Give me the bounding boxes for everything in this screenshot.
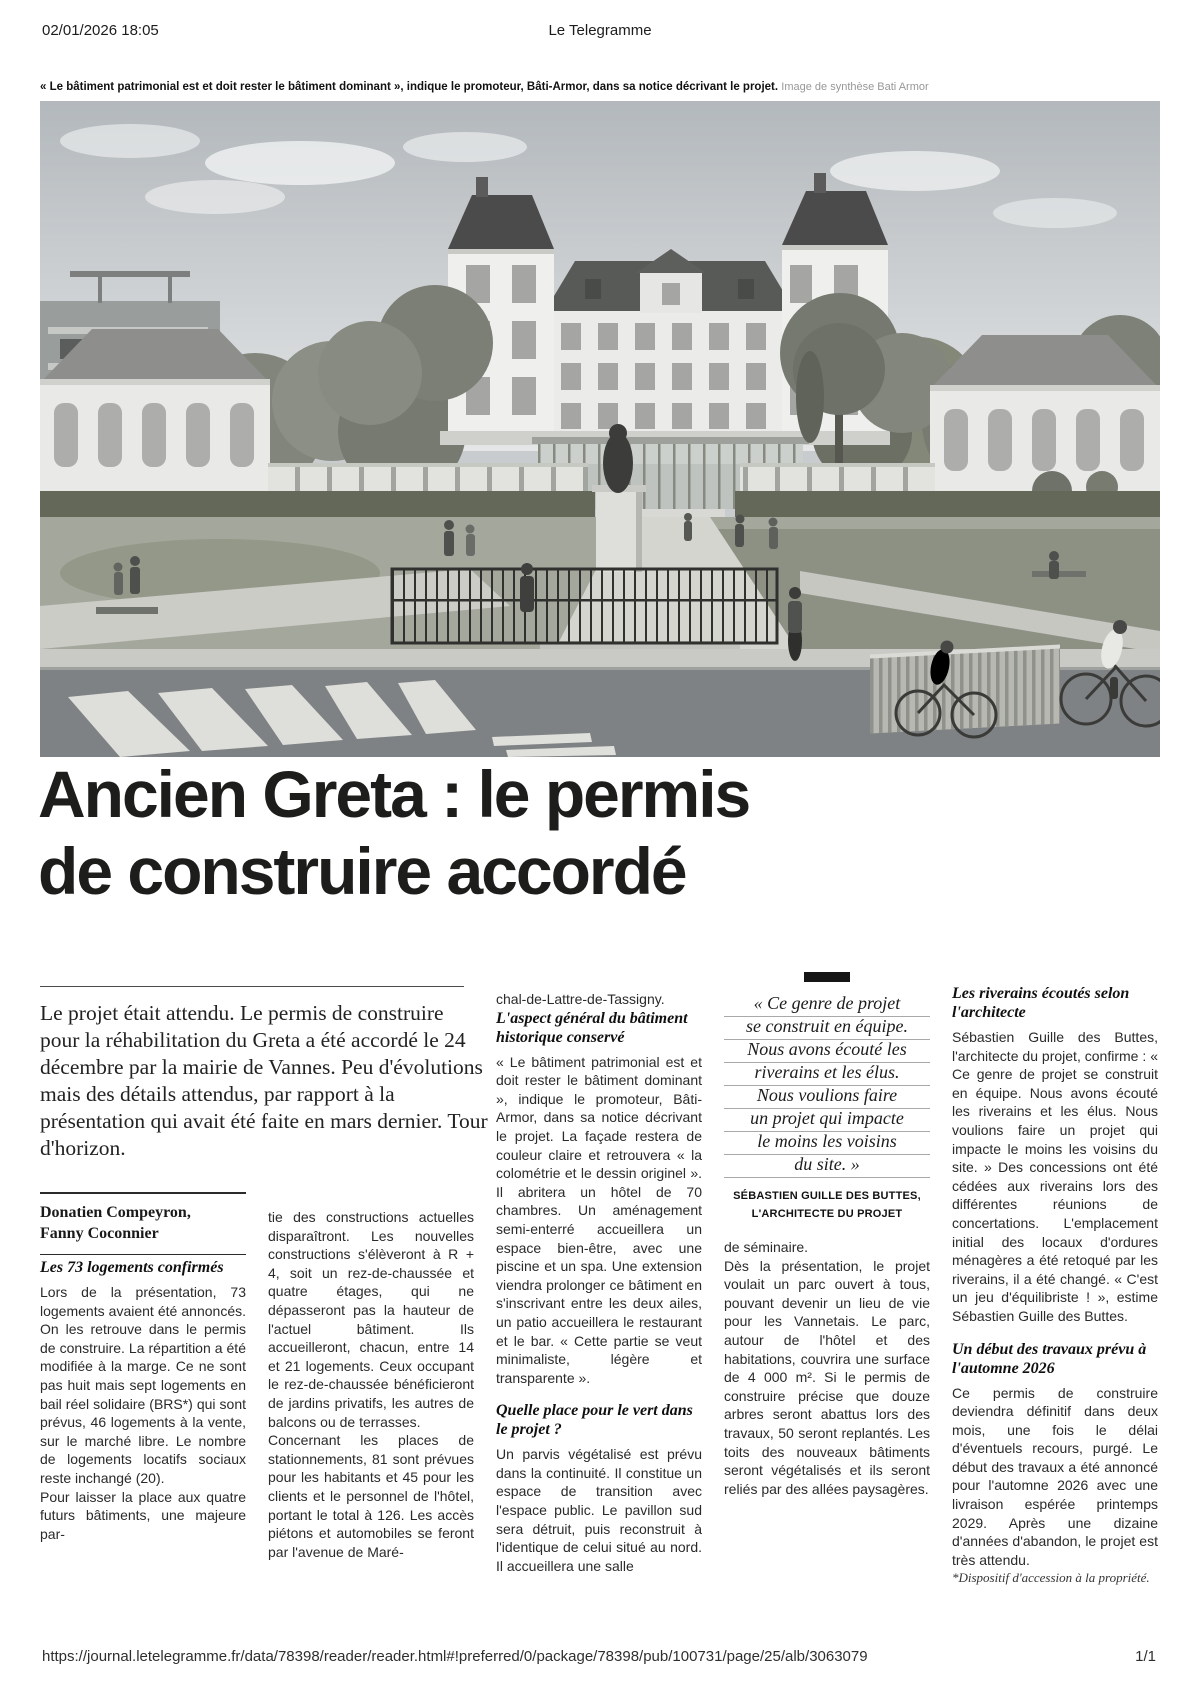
byline bbox=[40, 1192, 246, 1255]
footer-page-indicator: 1/1 bbox=[1135, 1648, 1156, 1665]
footer-source-url: https://journal.letelegramme.fr/data/78398/reader/reader.html#!preferred/0/package/78398/pub/100731/page/25/alb/3063079 bbox=[42, 1648, 868, 1665]
page-title bbox=[38, 756, 858, 909]
pull-quote-line: du site. » bbox=[724, 1155, 930, 1178]
subhead-place-vert: Quelle place pour le vert dans le projet ? bbox=[496, 1402, 693, 1439]
byline-author-2: Fanny Coconnier bbox=[40, 1225, 159, 1242]
subhead-debut-travaux: Un début des travaux prévu à l'automne 2026 bbox=[952, 1340, 1147, 1377]
pull-quote-line: Nous voulions faire bbox=[724, 1086, 930, 1109]
print-datetime: 02/01/2026 18:05 bbox=[42, 22, 159, 39]
photo-caption-text: « Le bâtiment patrimonial est et doit rester le bâtiment dominant », indique le promoteur, Bâti-Armor, dans sa notice décrivant le projet. bbox=[40, 81, 779, 93]
article-column-3 bbox=[496, 990, 702, 1575]
footnote-brs: *Dispositif d'accession à la propriété. bbox=[952, 1570, 1150, 1586]
column2-paragraph-1: tie des constructions actuelles disparaîtront. Les nouvelles constructions s'élèveront à R + 4, soit un rez-de-chaussée et quatre étages, qui ne dépasseront pas la hauteur de l'actuel bâtiment. Ils accueilleront, chacun, entre 14 et 21 logements. Ceux occupant le rez-de-chaussée bénéficieront de jardins privatifs, les autres de balcons ou de terrasses. bbox=[268, 1209, 474, 1430]
column4-paragraph-1: de séminaire. bbox=[724, 1239, 809, 1255]
pull-quote-line: « Ce genre de projet bbox=[724, 994, 930, 1017]
column1-paragraph-1: Lors de la présentation, 73 logements avaient été annoncés. On les retrouve dans le permis de construire. La répartition a été modifiée à la marge. Ce ne sont pas huit mais sept logements en bail réel solidaire (BRS*) qui sont prévus, 46 logements à la vente, sur le marché libre. Le nombre de logements locatifs sociaux reste inchangé (20). bbox=[40, 1284, 246, 1486]
pull-quote-bar bbox=[804, 972, 850, 982]
lede-divider bbox=[40, 986, 464, 987]
photo-credit: Image de synthèse Bati Armor bbox=[781, 81, 929, 93]
pull-quote-line: Nous avons écouté les bbox=[724, 1040, 930, 1063]
pavilion-left bbox=[40, 329, 270, 505]
pull-quote bbox=[724, 994, 930, 1178]
column4-paragraph-2: Dès la présentation, le projet voulait un parc ouvert à tous, pouvant devenir un lieu de vie pour les Vannetais. Le parc, autour de l'hôtel et des habitations, couvrira une surface de 4 000 m². Si le permis de construire précise que douze arbres seront abattus lors des travaux, 50 seront replantés. Les toits des nouveaux bâtiments seront végétalisés et ils seront reliés par des allées paysagères. bbox=[724, 1257, 930, 1497]
article-column-5 bbox=[952, 984, 1158, 1588]
article-column-4 bbox=[724, 972, 930, 1498]
column3-continuation: chal-de-Lattre-de-Tassigny. bbox=[496, 991, 665, 1007]
column1-paragraph-2: Pour laisser la place aux quatre futurs bâtiments, une majeure par- bbox=[40, 1488, 246, 1542]
column2-paragraph-2: Concernant les places de stationnements, 81 sont prévues pour les habitants et 45 pour les clients et le personnel de l'hôtel, portant le total à 126. Les accès piétons et automobiles se feront par l'avenue de Maré- bbox=[268, 1432, 474, 1560]
article-photo-illustration bbox=[40, 101, 1160, 757]
subhead-aspect-general: L'aspect général du bâtiment historique conservé bbox=[496, 1009, 688, 1046]
subhead-logements: Les 73 logements confirmés bbox=[40, 1259, 224, 1276]
column3-paragraph-1: « Le bâtiment patrimonial est et doit rester le bâtiment dominant », indique le promoteur, Bâti-Armor, dans sa notice décrivant le projet. La façade restera de couleur claire et retrouvera « la colométrie et le dessin originel ». Il abritera un hôtel de 70 chambres. Un aménagement semi-enterré accueillera un espace bien-être, avec une piscine et un spa. Une extension viendra prolonger ce bâtiment en s'inscrivant entre les deux ailes, un patio accueillera le restaurant et le bar. « Cette partie se veut minimaliste, légère et transparente ». bbox=[496, 1053, 702, 1386]
pull-quote-line: se construit en équipe. bbox=[724, 1017, 930, 1040]
attribution-role: L'ARCHITECTE DU PROJET bbox=[751, 1208, 903, 1220]
byline-author-1: Donatien Compeyron, bbox=[40, 1204, 191, 1221]
subhead-riverains: Les riverains écoutés selon l'architecte bbox=[952, 985, 1130, 1021]
article-column-2 bbox=[268, 1208, 474, 1561]
article-column-1 bbox=[40, 1258, 246, 1543]
headline-line1: Ancien Greta : le permis bbox=[38, 757, 750, 831]
pull-quote-line: un projet qui impacte bbox=[724, 1109, 930, 1132]
attribution-name: SÉBASTIEN GUILLE DES BUTTES, bbox=[733, 1190, 921, 1202]
article-lede: Le projet était attendu. Le permis de construire pour la réhabilitation du Greta a été accordé le 24 décembre par la mairie de Vannes. Peu d'évolutions mais des détails attendus, par rapport à la présentation qui avait été faite en mars dernier. Tour d'horizon. bbox=[40, 1001, 488, 1160]
column3-paragraph-2: Un parvis végétalisé est prévu dans la continuité. Il constitue un espace de transition avec l'espace public. Le pavillon sud sera détruit, puis reconstruit à l'identique de celui situé au nord. Il accueillera une salle bbox=[496, 1446, 702, 1574]
photo-caption bbox=[40, 80, 1160, 94]
pull-quote-line: riverains et les élus. bbox=[724, 1063, 930, 1086]
pull-quote-attribution bbox=[724, 1187, 930, 1223]
column5-paragraph-1: Sébastien Guille des Buttes, l'architecte du projet, confirme : « Ce genre de projet se construit en équipe. Nous avons écouté les riverains et les élus. Nous voulions faire un projet qui impacte le moins les voisins du site. » Des concessions ont été cédées aux riverains lors des différentes réunions de concertations. L'emplacement initial des locaux d'ordures ménagères a été retoqué par les riverains, il a été changé. « C'est un jeu d'équilibriste ! », estime Sébastien Guille des Buttes. bbox=[952, 1029, 1158, 1324]
pavilion-right bbox=[930, 335, 1160, 511]
column5-paragraph-2: Ce permis de construire deviendra définitif dans deux mois, une fois le délai d'éventuels recours, purgé. Le début des travaux a été annoncé pour l'automne 2026 avec une livraison espérée printemps 2029. Après une dizaine d'années d'abandon, le projet est très attendu. bbox=[952, 1384, 1158, 1568]
site-title: Le Telegramme bbox=[548, 22, 652, 39]
pull-quote-line: le moins les voisins bbox=[724, 1132, 930, 1155]
headline-line2: de construire accordé bbox=[38, 833, 686, 908]
article-photo bbox=[40, 101, 1160, 757]
